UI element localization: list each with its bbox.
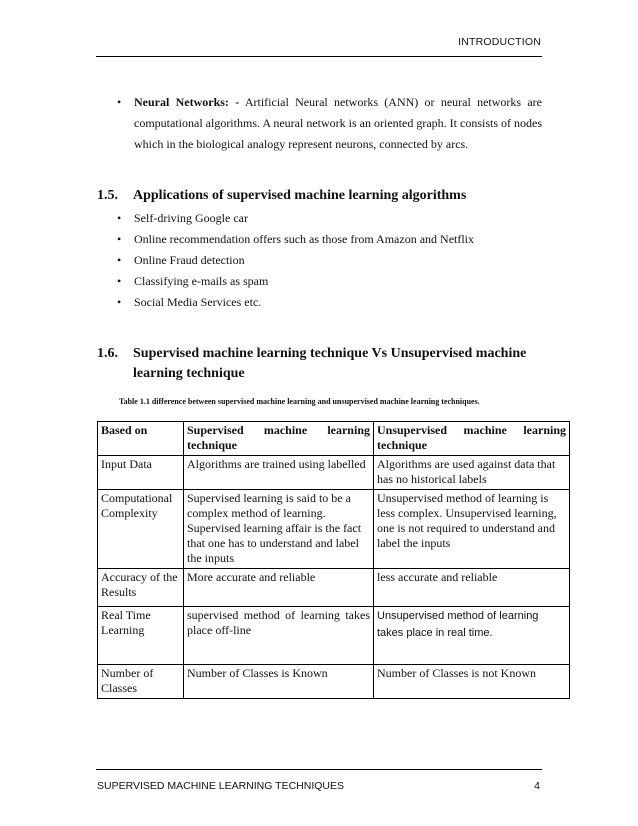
table-row [98, 607, 570, 665]
table-cell: More accurate and reliable [184, 569, 374, 607]
table-cell: Unsupervised method of learning takes place in real time. [374, 607, 570, 665]
table-cell: Unsupervised method of learning is less complex. Unsupervised learning, one is not required to understand and label the inputs [374, 490, 570, 569]
table-cell: supervised method of learning takes place off-line [184, 607, 374, 665]
table-row [98, 665, 570, 699]
table-cell: Algorithms are used against data that has no historical labels [374, 456, 570, 490]
list-item-label: Social Media Services etc. [134, 295, 262, 309]
list-item-label: Online Fraud detection [134, 253, 245, 267]
bullet-icon: • [117, 211, 122, 225]
section-number: 1.6. [97, 346, 118, 361]
comparison-table [97, 421, 570, 699]
header-cell: Unsupervised machine learning technique [374, 422, 570, 456]
table-cell: less accurate and reliable [374, 569, 570, 607]
table-cell: Number of Classes is not Known [374, 665, 570, 699]
table-cell: Computational Complexity [98, 490, 184, 569]
list-item-label: Self-driving Google car [134, 211, 248, 225]
section-title: Supervised machine learning technique Vs Unsupervised machine learning technique [133, 346, 527, 381]
table-cell: Number of Classes is Known [184, 665, 374, 699]
table-row [98, 569, 570, 607]
neural-networks-paragraph [134, 92, 542, 155]
table-cell: Algorithms are trained using labelled [184, 456, 374, 490]
neural-networks-text: Artificial Neural networks (ANN) or neural networks are computational algorithms. A neural network is an oriented graph. It consists of nodes which in the biological analogy represent neurons, connected by arcs. [134, 95, 542, 151]
table-cell: Accuracy of the Results [98, 569, 184, 607]
header-cell: Based on [98, 422, 184, 456]
table-cell: Supervised learning is said to be a complex method of learning. Supervised learning affair is the fact that one has to understand and label the inputs [184, 490, 374, 569]
page-number: 4 [534, 780, 540, 792]
table-header-row [98, 422, 570, 456]
bullet-icon: • [117, 95, 122, 109]
section-title: Applications of supervised machine learning algorithms [133, 188, 467, 203]
section-number: 1.5. [97, 188, 118, 203]
table-cell: Number of Classes [98, 665, 184, 699]
running-footer-title: SUPERVISED MACHINE LEARNING TECHNIQUES [97, 780, 344, 792]
table-cell: Real Time Learning [98, 607, 184, 665]
footer-divider [96, 769, 542, 770]
table-row [98, 490, 570, 569]
header-divider [96, 56, 542, 57]
running-header-title: INTRODUCTION [458, 36, 541, 48]
table-caption: Table 1.1 difference between supervised machine learning and unsupervised machine learning techniques. [119, 397, 480, 406]
neural-networks-lead: Neural Networks: - [134, 95, 240, 109]
table-cell: Input Data [98, 456, 184, 490]
bullet-icon: • [117, 232, 122, 246]
list-item-label: Online recommendation offers such as those from Amazon and Netflix [134, 232, 475, 246]
table-row [98, 456, 570, 490]
bullet-icon: • [117, 253, 122, 267]
bullet-icon: • [117, 295, 122, 309]
bullet-icon: • [117, 274, 122, 288]
header-cell: Supervised machine learning technique [184, 422, 374, 456]
list-item-label: Classifying e-mails as spam [134, 274, 269, 288]
